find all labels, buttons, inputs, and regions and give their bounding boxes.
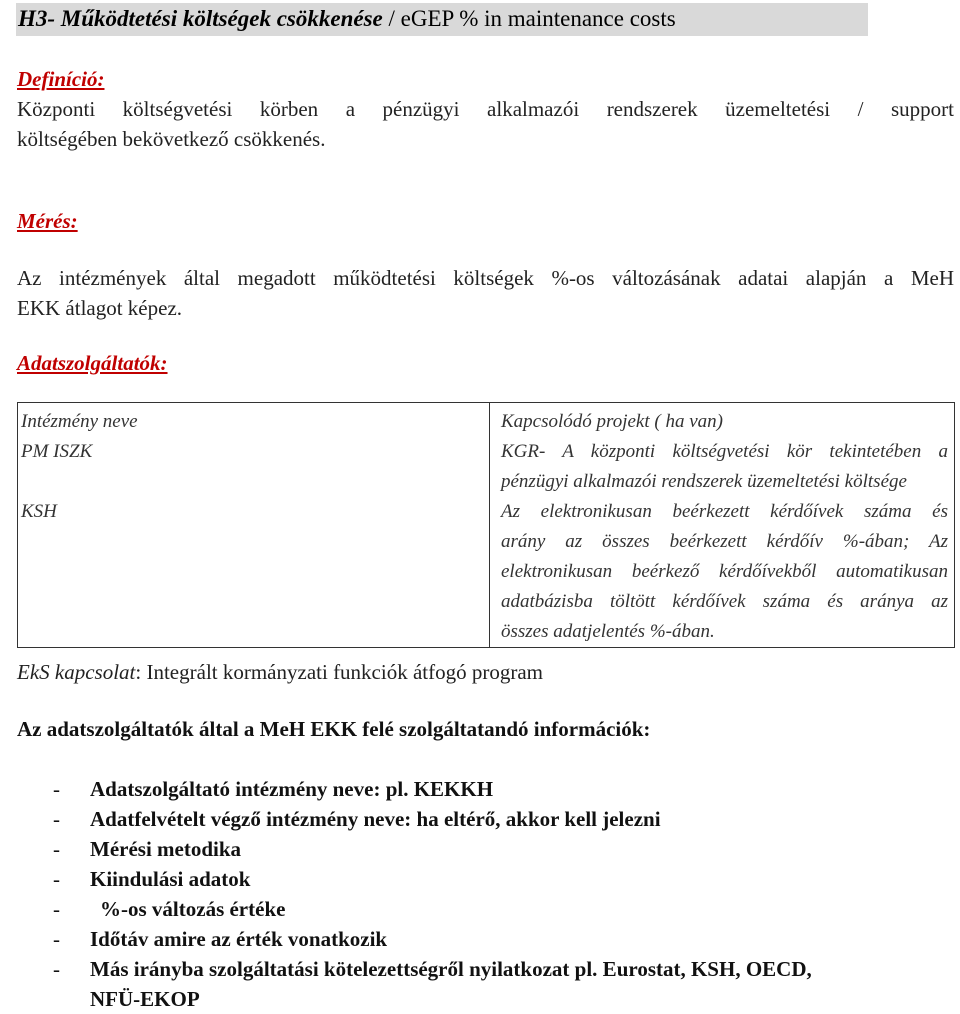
institution-pm-iszk: PM ISZK xyxy=(21,441,93,462)
measurement-label: Mérés: xyxy=(17,209,78,233)
measurement-line-1: Az intézmények által megadott működtetési költségek %-os változásának adatai alapján a MeH xyxy=(17,266,954,290)
bullet-dash: - xyxy=(53,927,60,951)
definition-line-2: költségében bekövetkező csökkenés. xyxy=(17,127,326,151)
project-ksh-line-5: összes adatjelentés %-ában. xyxy=(501,621,715,642)
project-ksh-line-1: Az elektronikusan beérkezett kérdőívek száma és xyxy=(501,501,948,522)
definition-text xyxy=(17,94,954,154)
list-item: - Adatszolgáltató intézmény neve: pl. KEKKH xyxy=(0,774,960,804)
institution-ksh: KSH xyxy=(21,501,57,522)
eks-text: : Integrált kormányzati funkciók átfogó program xyxy=(135,660,544,684)
eks-label: EkS kapcsolat xyxy=(17,660,136,684)
bullet-dash: - xyxy=(53,837,60,861)
measurement-line-2: EKK átlagot képez. xyxy=(17,296,183,320)
bullet-dash: - xyxy=(53,957,60,981)
title-bold: H3- Működtetési költségek csökkenése xyxy=(18,6,383,31)
providers-label: Adatszolgáltatók: xyxy=(17,351,168,375)
definition-label: Definíció: xyxy=(17,67,105,91)
header-project: Kapcsolódó projekt ( ha van) xyxy=(501,411,723,432)
definition-line-1: Központi költségvetési körben a pénzügyi alkalmazói rendszerek üzemeltetési / support xyxy=(17,97,954,121)
list-item: - Más irányba szolgáltatási kötelezettségről nyilatkozat pl. Eurostat, KSH, OECD, xyxy=(0,954,960,984)
header-institution: Intézmény neve xyxy=(21,411,138,432)
list-item: - %-os változás értéke xyxy=(0,894,960,924)
providers-project-column xyxy=(490,403,955,648)
info-list xyxy=(0,774,960,1014)
info-heading: Az adatszolgáltatók által a MeH EKK felé szolgáltatandó információk: xyxy=(17,717,651,741)
project-pm-iszk-line-1: KGR- A központi költségvetési kör tekintetében a xyxy=(501,441,948,462)
providers-institution-column xyxy=(18,403,490,648)
eks-connection xyxy=(17,658,543,686)
measurement-text xyxy=(17,263,954,323)
list-item: - Kiindulási adatok xyxy=(0,864,960,894)
bullet-dash: - xyxy=(53,807,60,831)
bullet-dash: - xyxy=(53,897,60,921)
bullet-dash: - xyxy=(53,867,60,891)
list-item: - Mérési metodika xyxy=(0,834,960,864)
page-title xyxy=(18,4,676,34)
project-ksh-line-2: arány az összes beérkezett kérdőív %-ában; Az xyxy=(501,531,948,552)
list-item: - Adatfelvételt végző intézmény neve: ha eltérő, akkor kell jelezni xyxy=(0,804,960,834)
project-ksh-line-4: adatbázisba töltött kérdőívek száma és aránya az xyxy=(501,591,948,612)
bullet-dash: - xyxy=(53,777,60,801)
list-item-continuation: NFÜ-EKOP xyxy=(90,987,200,1011)
providers-table xyxy=(17,402,955,648)
list-item: - Időtáv amire az érték vonatkozik xyxy=(0,924,960,954)
project-pm-iszk-line-2: pénzügyi alkalmazói rendszerek üzemeltetési költsége xyxy=(501,471,907,492)
project-ksh-line-3: elektronikusan beérkező kérdőívekből automatikusan xyxy=(501,561,948,582)
title-plain: / eGEP % in maintenance costs xyxy=(382,6,676,31)
